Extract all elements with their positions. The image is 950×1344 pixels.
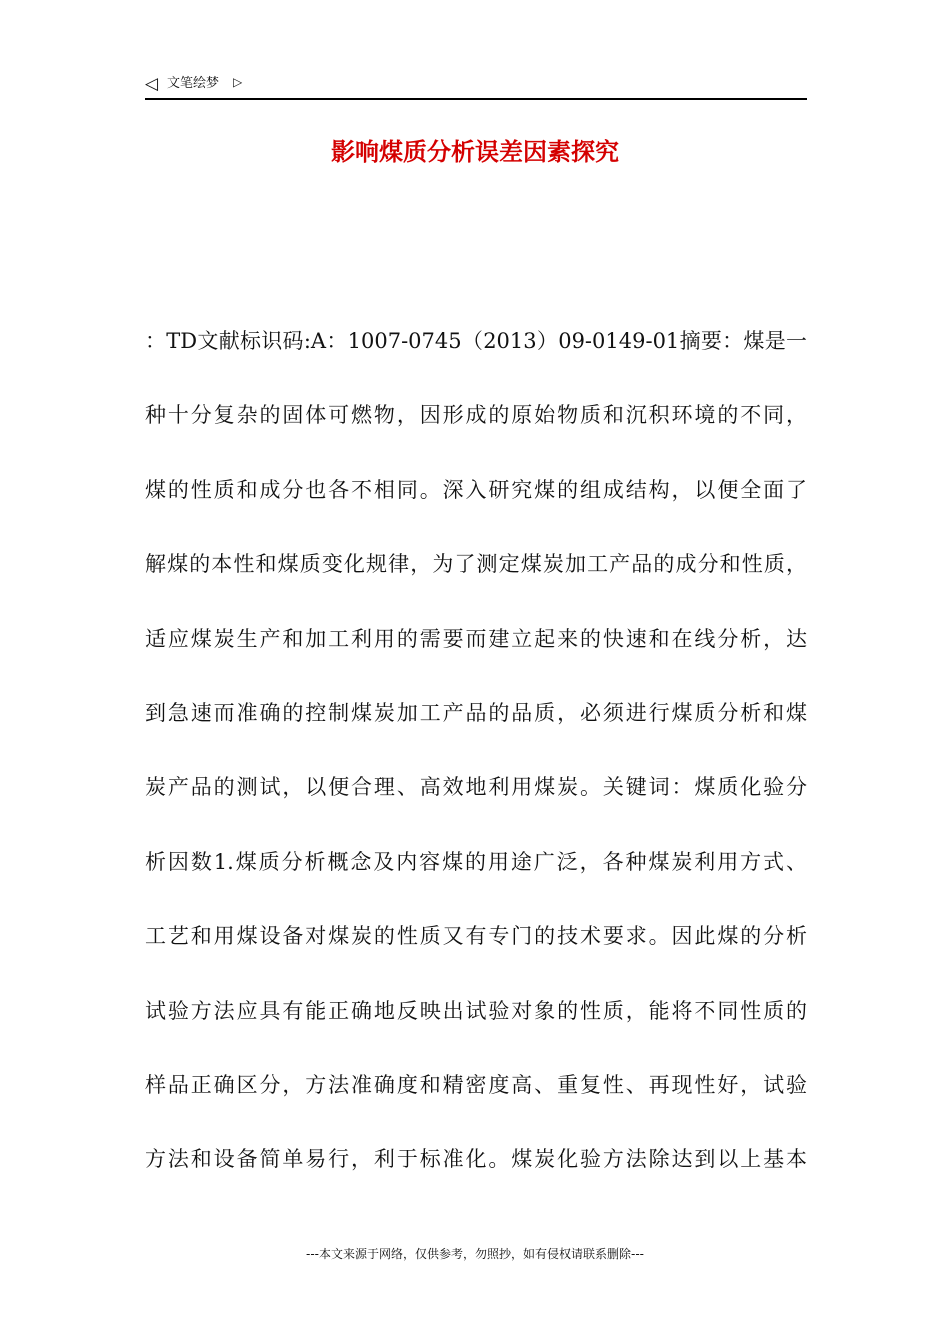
triangle-right-icon: ▷ (233, 75, 243, 89)
body-line-11: 样品正确区分，方法准确度和精密度高、重复性、再现性好，试验 (145, 1072, 807, 1097)
body-line-5: 适应煤炭生产和加工利用的需要而建立起来的快速和在线分析，达 (145, 626, 807, 651)
page-header (145, 72, 807, 100)
page-footer: ---本文来源于网络，仅供参考，勿照抄，如有侵权请联系删除--- (306, 1247, 644, 1261)
body-line-2: 种十分复杂的固体可燃物，因形成的原始物质和沉积环境的不同， (145, 403, 807, 428)
body-line-9: 工艺和用煤设备对煤炭的性质又有专门的技术要求。因此煤的分析 (145, 924, 807, 949)
document-title: 影响煤质分析误差因素探究 (331, 138, 619, 166)
body-line-1: ：TD文献标识码:A：1007-0745（2013）09-0149-01摘要：煤是一 (145, 329, 807, 353)
body-line-12: 方法和设备简单易行，利于标准化。煤炭化验方法除达到以上基本 (145, 1147, 807, 1172)
body-line-4: 解煤的本性和煤质变化规律，为了测定煤炭加工产品的成分和性质， (145, 552, 807, 577)
document-body (145, 318, 807, 1211)
header-title: 文笔绘梦 (167, 76, 220, 91)
body-line-7: 炭产品的测试，以便合理、高效地利用煤炭。关键词：煤质化验分 (145, 775, 807, 800)
body-line-3: 煤的性质和成分也各不相同。深入研究煤的组成结构，以便全面了 (145, 477, 807, 502)
body-line-8: 析因数1.煤质分析概念及内容煤的用途广泛，各种煤炭利用方式、 (145, 849, 807, 874)
triangle-left-icon: ◁ (145, 74, 159, 94)
body-line-10: 试验方法应具有能正确地反映出试验对象的性质，能将不同性质的 (145, 998, 807, 1023)
body-line-6: 到急速而准确的控制煤炭加工产品的品质，必须进行煤质分析和煤 (145, 700, 807, 725)
